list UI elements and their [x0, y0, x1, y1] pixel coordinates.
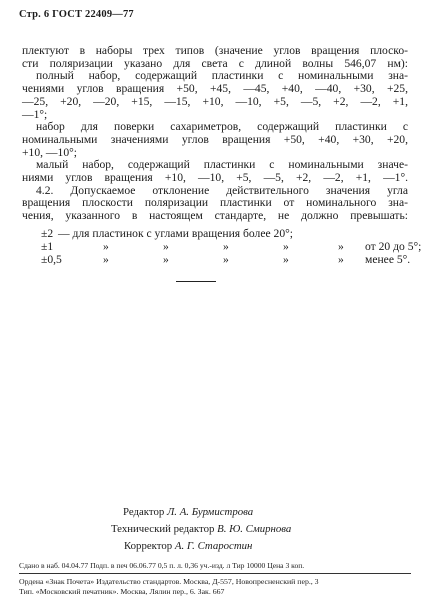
tolerance-value: ±0,5 [41, 253, 62, 266]
text-line: ниями углов вращения +10, —10, +5, —5, +2, —2, +1, —1°. [22, 171, 408, 185]
footer-rule [19, 573, 411, 574]
printer-line: Тип. «Московский печатник». Москва, Лялин пер., 6. Зак. 667 [19, 587, 225, 596]
text-line: сти поляризации указано для света с длиной волны 546,07 нм): [22, 56, 408, 70]
print-imprint: Сдано в наб. 04.04.77 Подп. в печ 06.06.77 0,5 п. л. 0,36 уч.-изд. л Тир 10000 Цена 3 коп. [19, 561, 305, 570]
tolerance-text: менее 5°. [365, 253, 411, 266]
publisher-footer [19, 577, 411, 597]
page-header: Стр. 6 ГОСТ 22409—77 [19, 9, 134, 20]
section-end-rule [176, 281, 216, 282]
ditto-mark: » [283, 240, 289, 253]
corrector-credit [124, 540, 252, 552]
ditto-mark: » [163, 240, 169, 253]
corrector-name: А. Г. Старостин [174, 540, 253, 552]
text-line: чения, указанного в настоящем стандарте, не должно превышать: [22, 209, 408, 223]
text-line: 4.2. Допускаемое отклонение действительного значения угла [36, 183, 408, 197]
tolerance-value: ±2 [41, 227, 54, 240]
text-line: вращения плоскости поляризации пластинки от номинального зна- [22, 196, 408, 210]
text-line: —1°; [22, 107, 48, 121]
text-line: малый набор, содержащий пластинки с номинальными значе- [36, 158, 408, 172]
editor-name: Л. А. Бурмистрова [166, 506, 254, 518]
text-line: полный набор, содержащий пластинки с номинальными зна- [36, 69, 408, 83]
ditto-mark: » [103, 240, 109, 253]
tolerance-text: от 20 до 5°; [365, 240, 422, 253]
text-line: +10, —10°; [22, 145, 77, 159]
ditto-mark: » [223, 253, 229, 266]
ditto-mark: » [283, 253, 289, 266]
text-line: набор для поверки сахариметров, содержащий пластинки с [36, 120, 408, 134]
text-line: номинальными значениями углов вращения +50, +40, +30, +20, [22, 132, 408, 146]
text-line: чениями углов вращения +50, +45, —45, +40, —40, +30, +25, [22, 82, 408, 96]
tech-editor-credit [111, 523, 291, 535]
publisher-line: Ордена «Знак Почета» Издательство стандартов. Москва, Д-557, Новопресненский пер., 3 [19, 577, 319, 586]
text-line: плектуют в наборы трех типов (значение углов вращения плоско- [22, 44, 408, 57]
ditto-mark: » [103, 253, 109, 266]
tech-editor-label: Технический редактор [111, 523, 215, 535]
ditto-mark: » [163, 253, 169, 266]
editor-label: Редактор [123, 506, 165, 518]
editor-credit [123, 506, 253, 518]
ditto-mark: » [223, 240, 229, 253]
text-line: —25, +20, —20, +15, —15, +10, —10, +5, —5, +2, —2, +1, [22, 94, 408, 108]
tech-editor-name: В. Ю. Смирнова [217, 523, 292, 535]
body-text [22, 45, 408, 223]
ditto-mark: » [338, 253, 344, 266]
tolerance-text: — для пластинок с углами вращения более 20°; [58, 227, 293, 240]
corrector-label: Корректор [124, 540, 173, 552]
ditto-mark: » [338, 240, 344, 253]
tolerance-value: ±1 [41, 240, 54, 253]
